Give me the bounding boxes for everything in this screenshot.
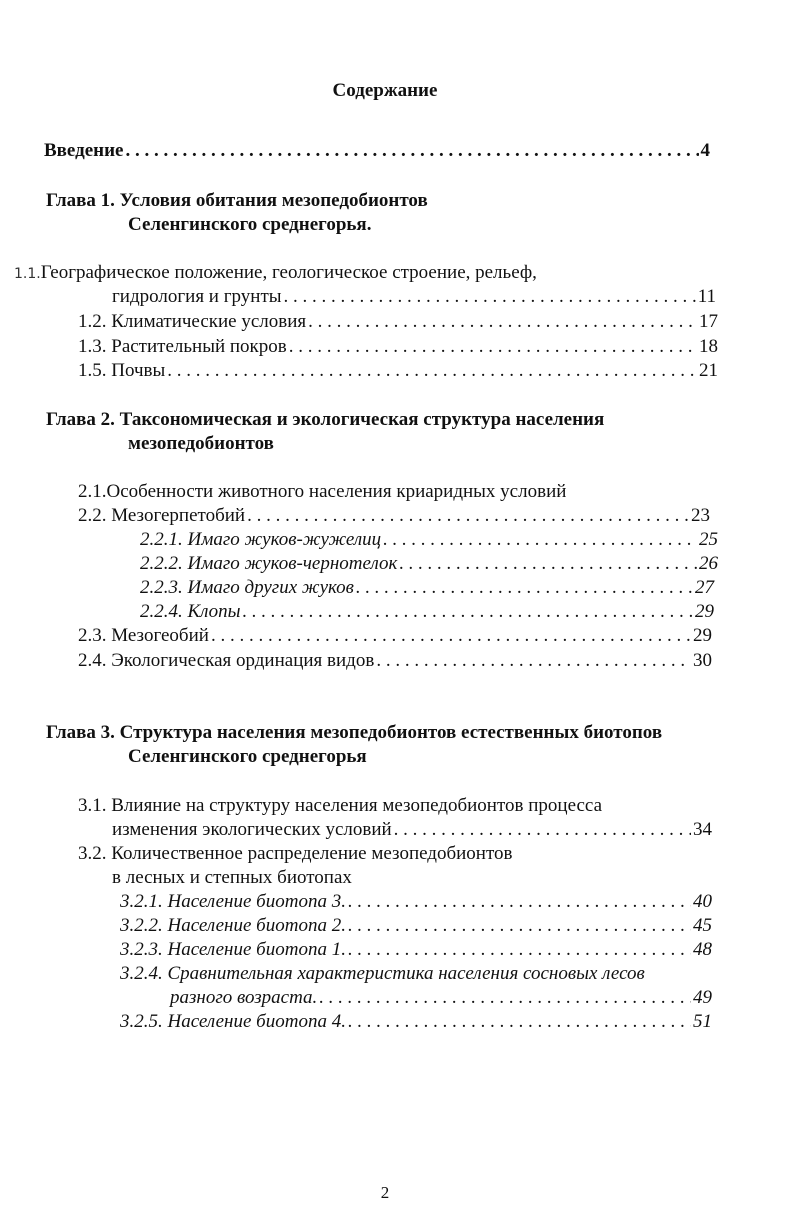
toc-label: 1.3. Растительный покров xyxy=(78,336,287,357)
leader-dots xyxy=(356,577,693,599)
toc-label: 3.2.1. Население биотопа 3. xyxy=(120,891,346,912)
toc-label: 3.2.5. Население биотопа 4. xyxy=(120,1011,346,1032)
toc-entry-2-2[interactable] xyxy=(78,505,710,527)
leader-dots xyxy=(348,891,691,913)
chapter-2-heading-cont: мезопедобионтов xyxy=(128,433,274,454)
toc-page: 30 xyxy=(693,650,712,671)
page-title: Содержание xyxy=(332,80,438,101)
toc-entry-2-2-2[interactable] xyxy=(140,553,718,575)
toc-page: 27 xyxy=(695,577,714,598)
toc-entry-1-1-cont[interactable] xyxy=(112,286,716,308)
toc-label: гидрология и грунты xyxy=(112,286,282,307)
toc-label: 2.2.1. Имаго жуков-жужелиц xyxy=(140,529,382,550)
leader-dots xyxy=(383,529,697,551)
page-number: 2 xyxy=(380,1183,390,1202)
toc-entry-1-2[interactable] xyxy=(78,311,718,333)
chapter-3-heading: Глава 3. Структура населения мезопедобионтов естественных биотопов xyxy=(46,722,663,743)
toc-entry-3-2-5[interactable] xyxy=(120,1011,712,1033)
leader-dots xyxy=(243,601,693,623)
toc-entry-3-2-cont: в лесных и степных биотопах xyxy=(112,867,352,888)
toc-entry-3-2-3[interactable] xyxy=(120,939,712,961)
toc-label: 2.2.4. Клопы xyxy=(140,601,241,622)
toc-page: 4 xyxy=(700,140,710,161)
toc-label: Введение xyxy=(44,140,124,161)
handwritten-number: 1.1. xyxy=(14,266,41,282)
toc-entry-3-2-4[interactable]: 3.2.4. Сравнительная характеристика населения сосновых лесов xyxy=(120,963,645,984)
leader-dots xyxy=(399,553,697,575)
toc-entry-3-1-cont[interactable] xyxy=(112,819,712,841)
toc-entry-3-2-2[interactable] xyxy=(120,915,712,937)
chapter-1-heading: Глава 1. Условия обитания мезопедобионтов xyxy=(46,190,428,211)
toc-page: 25 xyxy=(699,529,718,550)
toc-label: 3.2.2. Население биотопа 2. xyxy=(120,915,346,936)
chapter-3-heading-cont: Селенгинского среднегорья xyxy=(128,746,367,767)
toc-page: 17 xyxy=(699,311,718,332)
leader-dots xyxy=(394,819,691,841)
toc-label: 2.2.3. Имаго других жуков xyxy=(140,577,354,598)
toc-label: 2.4. Экологическая ординация видов xyxy=(78,650,375,671)
toc-page: 29 xyxy=(693,625,712,646)
toc-entry-3-1[interactable]: 3.1. Влияние на структуру населения мезопедобионтов процесса xyxy=(78,795,603,816)
leader-dots xyxy=(319,987,691,1009)
toc-entry-2-1[interactable]: 2.1.Особенности животного населения криаридных условий xyxy=(78,481,567,502)
toc-page: 26 xyxy=(699,553,718,574)
toc-entry-intro[interactable] xyxy=(44,140,710,162)
toc-label: изменения экологических условий xyxy=(112,819,392,840)
leader-dots xyxy=(308,311,697,333)
toc-label: 1.5. Почвы xyxy=(78,360,166,381)
toc-page: 29 xyxy=(695,601,714,622)
toc-page: 18 xyxy=(699,336,718,357)
toc-page: 45 xyxy=(693,915,712,936)
chapter-1-heading-cont: Селенгинского среднегорья. xyxy=(128,214,372,235)
leader-dots xyxy=(247,505,689,527)
toc-page: 34 xyxy=(693,819,712,840)
toc-entry-1-3[interactable] xyxy=(78,336,718,358)
leader-dots xyxy=(348,915,691,937)
toc-label: разного возраста. xyxy=(170,987,318,1008)
toc-entry-2-4[interactable] xyxy=(78,650,712,672)
toc-label: Географическое положение, геологическое строение, рельеф, xyxy=(40,262,537,283)
toc-label: 2.3. Мезогеобий xyxy=(78,625,209,646)
leader-dots xyxy=(289,336,697,358)
toc-label: 1.2. Климатические условия xyxy=(78,311,307,332)
toc-label: 2.2. Мезогерпетобий xyxy=(78,505,246,526)
leader-dots xyxy=(167,360,697,382)
toc-entry-2-2-4[interactable] xyxy=(140,601,714,623)
toc-entry-3-2-4-cont[interactable] xyxy=(170,987,712,1009)
toc-page: 51 xyxy=(693,1011,712,1032)
toc-label: 2.2.2. Имаго жуков-чернотелок xyxy=(140,553,398,574)
chapter-2-heading: Глава 2. Таксономическая и экологическая структура населения xyxy=(46,409,605,430)
toc-page: 40 xyxy=(693,891,712,912)
toc-entry-3-2-1[interactable] xyxy=(120,891,712,913)
leader-dots xyxy=(284,286,696,308)
toc-label: 3.2.3. Население биотопа 1. xyxy=(120,939,346,960)
toc-entry-2-2-1[interactable] xyxy=(140,529,718,551)
toc-entry-3-2[interactable]: 3.2. Количественное распределение мезопедобионтов xyxy=(78,843,513,864)
toc-page: 23 xyxy=(691,505,710,526)
leader-dots xyxy=(376,650,691,672)
leader-dots xyxy=(211,625,691,647)
toc-entry-2-3[interactable] xyxy=(78,625,712,647)
toc-entry-2-2-3[interactable] xyxy=(140,577,714,599)
toc-entry-1-1[interactable] xyxy=(14,262,537,284)
leader-dots xyxy=(348,939,691,961)
toc-page: 11 xyxy=(697,286,716,307)
leader-dots xyxy=(348,1011,691,1033)
toc-page: 49 xyxy=(693,987,712,1008)
toc-page: 21 xyxy=(699,360,718,381)
leader-dots xyxy=(126,140,699,162)
toc-entry-1-5[interactable] xyxy=(78,360,718,382)
toc-page: 48 xyxy=(693,939,712,960)
